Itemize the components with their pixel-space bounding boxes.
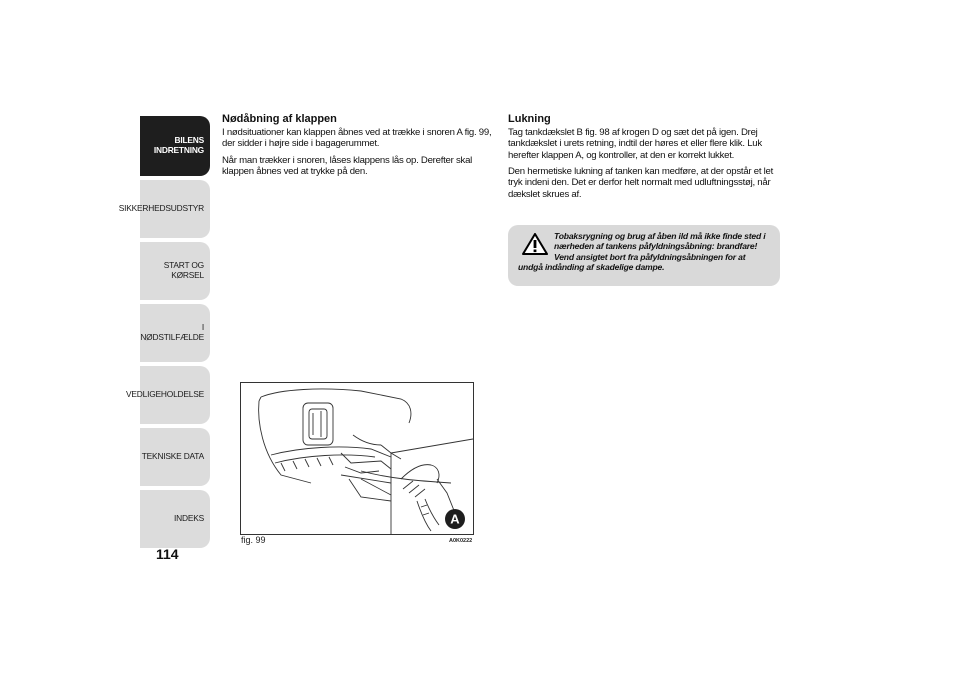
figure-99-illustration [240, 382, 474, 535]
tab-label: TEKNISKE DATA [141, 451, 204, 462]
tab-label: I NØDSTILFÆLDE [140, 322, 204, 342]
tab-label: BILENS INDRETNING [153, 135, 204, 155]
warning-box [508, 225, 780, 286]
tab-label: SIKKERHEDSUDSTYR [118, 203, 204, 214]
section-heading: Lukning [508, 113, 551, 125]
tab-sikkerhedsudstyr[interactable] [118, 180, 210, 238]
warning-text-tail: undgå indånding af skadelige dampe. [518, 261, 665, 272]
tab-label: VEDLIGEHOLDELSE [126, 389, 204, 400]
page-number: 114 [156, 546, 179, 562]
section-heading: Nødåbning af klappen [222, 113, 337, 125]
tab-vedligeholdelse[interactable] [126, 366, 210, 424]
tab-label: START OG KØRSEL [163, 260, 204, 280]
figure-code: A0K0222 [449, 538, 473, 544]
tab-label: INDEKS [174, 513, 204, 524]
tab-indeks[interactable] [140, 490, 210, 548]
right-column [508, 113, 780, 205]
chapter-tabs [118, 116, 210, 552]
tab-bilens-indretning[interactable] [140, 116, 210, 176]
paragraph: I nødsituationer kan klappen åbnes ved at trække i snoren A fig. 99, der sidder i højre side i bagagerummet. [222, 127, 492, 150]
warning-text [518, 231, 772, 272]
tab-tekniske-data[interactable] [140, 428, 210, 486]
callout-a-label: A [450, 511, 460, 527]
warning-triangle-icon [522, 233, 548, 255]
figure-caption: fig. 99 [241, 535, 266, 545]
trunk-illustration [241, 383, 473, 534]
paragraph: Den hermetiske lukning af tanken kan medføre, at der opstår et let tryk indeni den. Det er derfor helt normalt med udluftningsstøj, når dækslet skrues af. [508, 165, 774, 200]
left-column [222, 113, 494, 182]
paragraph: Når man trækker i snoren, låses klappens lås op. Derefter skal klappen åbnes ved at trykke på den. [222, 154, 473, 177]
paragraph: Tag tankdækslet B fig. 98 af krogen D og sæt det på igen. Drej tankdækslet i urets retning, indtil der høres et eller flere klik. Luk herefter klappen A, og kontroller, at den er korrekt lukket. [508, 127, 762, 161]
warning-text-main: Tobaksrygning og brug af åben ild må ikke finde sted i nærheden af tankens påfyldningsåbning: brandfare! Vend ansigtet bort fra påfyldningsåbningen for at [554, 231, 766, 262]
tab-i-nodstilfaelde[interactable] [140, 304, 210, 362]
tab-start-og-korsel[interactable] [140, 242, 210, 300]
